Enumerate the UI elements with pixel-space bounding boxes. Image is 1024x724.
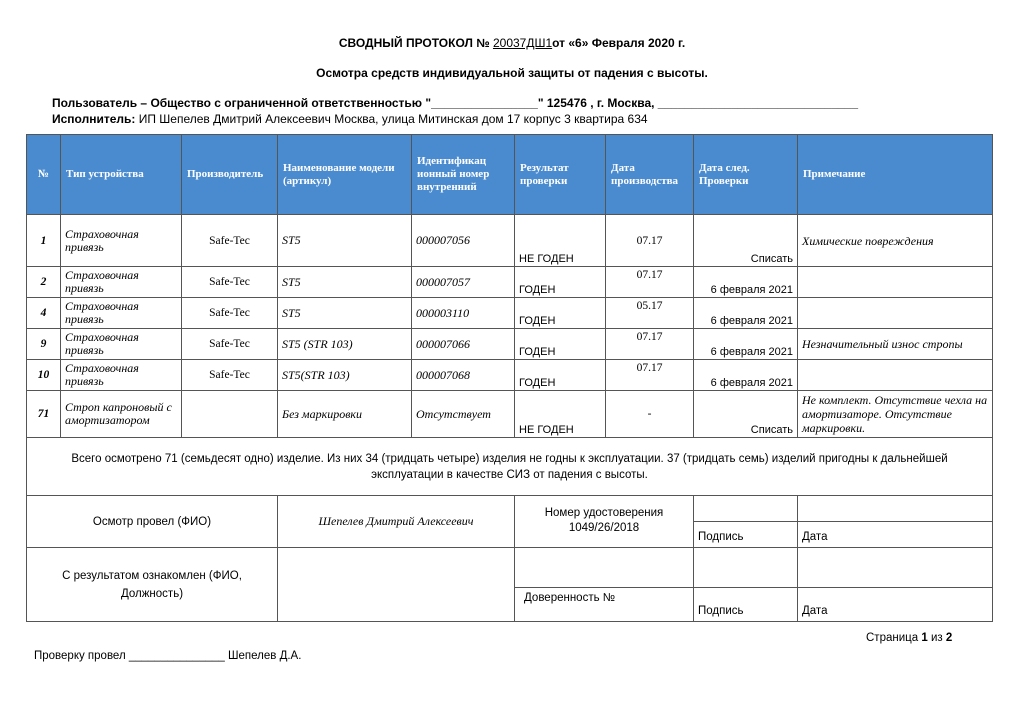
row-model: ST5 bbox=[278, 215, 412, 267]
row-ident: 000007056 bbox=[412, 215, 515, 267]
protocol-subtitle: Осмотра средств индивидуальной защиты от падения с высоты. bbox=[316, 66, 708, 80]
inspector-row bbox=[27, 496, 993, 522]
power-of-attorney-label: Доверенность № bbox=[515, 588, 694, 622]
row-manufacturer: Safe-Tec bbox=[182, 215, 278, 267]
table-row bbox=[27, 360, 993, 391]
row-result: ГОДЕН bbox=[515, 360, 606, 391]
executor-line bbox=[52, 112, 648, 126]
acquainted-date-empty bbox=[798, 548, 993, 588]
page-number bbox=[866, 632, 952, 644]
row-model: Без маркировки bbox=[278, 391, 412, 438]
inspection-table bbox=[26, 134, 993, 622]
row-type: Страховочная привязь bbox=[61, 298, 182, 329]
row-num: 4 bbox=[27, 298, 61, 329]
page-current: 1 bbox=[921, 632, 928, 644]
row-ident: 000007057 bbox=[412, 267, 515, 298]
row-note: Не комплект. Отсутствие чехла на амортизаторе. Отсутствие маркировки. bbox=[798, 391, 993, 438]
row-next-date: 6 февраля 2021 bbox=[694, 298, 798, 329]
header-type: Тип устройства bbox=[61, 135, 182, 215]
executor-value: ИП Шепелев Дмитрий Алексеевич Москва, улица Митинская дом 17 корпус 3 квартира 634 bbox=[138, 112, 648, 126]
checked-by-line: Проверку провел _______________ Шепелев Д.А. bbox=[34, 650, 302, 662]
cert-number: 1049/26/2018 bbox=[568, 522, 640, 534]
row-note bbox=[798, 267, 993, 298]
row-model: ST5(STR 103) bbox=[278, 360, 412, 391]
row-num: 1 bbox=[27, 215, 61, 267]
table-header-row bbox=[27, 135, 993, 215]
acquainted-row bbox=[27, 548, 993, 588]
header-model: Наименование модели (артикул) bbox=[278, 135, 412, 215]
row-type: Страховочная привязь bbox=[61, 360, 182, 391]
row-note bbox=[798, 298, 993, 329]
row-manufacturer: Safe-Tec bbox=[182, 298, 278, 329]
acquainted-name-cell bbox=[278, 548, 515, 622]
row-next-date: 6 февраля 2021 bbox=[694, 329, 798, 360]
header-next-date: Дата след. Проверки bbox=[694, 135, 798, 215]
date-label: Дата bbox=[798, 522, 993, 548]
signature-empty-cell bbox=[694, 496, 798, 522]
signature-label: Подпись bbox=[694, 522, 798, 548]
page-prefix: Страница bbox=[866, 632, 919, 644]
row-prod-date: 07.17 bbox=[606, 267, 694, 298]
cert-cell bbox=[515, 496, 694, 548]
summary-text: Всего осмотрено 71 (семьдесят одно) изделие. Из них 34 (тридцать четыре) изделия не годны к эксплуатации. 37 (тридцать семь) изделий пригодны к дальнейшей эксплуатации в качестве СИЗ от падения с высоты. bbox=[27, 438, 993, 496]
title-suffix: от «6» Февраля 2020 г. bbox=[552, 36, 686, 50]
row-model: ST5 (STR 103) bbox=[278, 329, 412, 360]
page-total: 2 bbox=[945, 632, 953, 644]
row-prod-date: 07.17 bbox=[606, 360, 694, 391]
row-result: НЕ ГОДЕН bbox=[515, 391, 606, 438]
row-note: Незначительный износ стропы bbox=[798, 329, 993, 360]
row-note: Химические повреждения bbox=[798, 215, 993, 267]
protocol-number: 20037ДШ1 bbox=[492, 36, 553, 50]
row-ident: Отсутствует bbox=[412, 391, 515, 438]
header-note: Примечание bbox=[798, 135, 993, 215]
row-ident: 000007068 bbox=[412, 360, 515, 391]
table-row bbox=[27, 215, 993, 267]
table-row bbox=[27, 329, 993, 360]
header-manufacturer: Производитель bbox=[182, 135, 278, 215]
row-next-date: 6 февраля 2021 bbox=[694, 267, 798, 298]
header-ident: Идентификац ионный номер внутренний bbox=[412, 135, 515, 215]
row-prod-date: 07.17 bbox=[606, 329, 694, 360]
date-empty-cell bbox=[798, 496, 993, 522]
row-num: 71 bbox=[27, 391, 61, 438]
header-prod-date: Дата производства bbox=[606, 135, 694, 215]
row-manufacturer: Safe-Tec bbox=[182, 267, 278, 298]
page-of: из bbox=[930, 632, 943, 644]
inspector-name: Шепелев Дмитрий Алексеевич bbox=[278, 496, 515, 548]
row-manufacturer: Safe-Tec bbox=[182, 360, 278, 391]
acquainted-date-label: Дата bbox=[798, 588, 993, 622]
row-type: Строп капроновый с амортизатором bbox=[61, 391, 182, 438]
row-result: ГОДЕН bbox=[515, 298, 606, 329]
user-line: Пользователь – Общество с ограниченной ответственностью "________________" 125476 , г. Москва, ______________________________ bbox=[52, 96, 859, 110]
summary-row bbox=[27, 438, 993, 496]
row-prod-date: 05.17 bbox=[606, 298, 694, 329]
cert-label: Номер удостоверения bbox=[544, 507, 664, 519]
acquainted-empty-cell bbox=[515, 548, 694, 588]
title-prefix: СВОДНЫЙ ПРОТОКОЛ № bbox=[338, 36, 490, 50]
header-result: Результат проверки bbox=[515, 135, 606, 215]
row-manufacturer bbox=[182, 391, 278, 438]
acquainted-sign-empty bbox=[694, 548, 798, 588]
row-type: Страховочная привязь bbox=[61, 329, 182, 360]
row-num: 2 bbox=[27, 267, 61, 298]
row-next-date: 6 февраля 2021 bbox=[694, 360, 798, 391]
row-prod-date: - bbox=[606, 391, 694, 438]
row-ident: 000003110 bbox=[412, 298, 515, 329]
row-note bbox=[798, 360, 993, 391]
row-manufacturer: Safe-Tec bbox=[182, 329, 278, 360]
acquainted-signature-label: Подпись bbox=[694, 588, 798, 622]
row-ident: 000007066 bbox=[412, 329, 515, 360]
table-row bbox=[27, 391, 993, 438]
header-num: № bbox=[27, 135, 61, 215]
executor-label: Исполнитель: bbox=[52, 112, 136, 126]
row-model: ST5 bbox=[278, 298, 412, 329]
row-type: Страховочная привязь bbox=[61, 215, 182, 267]
row-result: ГОДЕН bbox=[515, 267, 606, 298]
protocol-title bbox=[0, 36, 1024, 50]
acquainted-label: С результатом ознакомлен (ФИО, Должность) bbox=[27, 548, 278, 622]
inspector-label: Осмотр провел (ФИО) bbox=[27, 496, 278, 548]
row-type: Страховочная привязь bbox=[61, 267, 182, 298]
row-num: 10 bbox=[27, 360, 61, 391]
row-next-date: Списать bbox=[694, 215, 798, 267]
row-next-date: Списать bbox=[694, 391, 798, 438]
row-num: 9 bbox=[27, 329, 61, 360]
table-row bbox=[27, 298, 993, 329]
row-result: ГОДЕН bbox=[515, 329, 606, 360]
table-row bbox=[27, 267, 993, 298]
row-result: НЕ ГОДЕН bbox=[515, 215, 606, 267]
row-model: ST5 bbox=[278, 267, 412, 298]
row-prod-date: 07.17 bbox=[606, 215, 694, 267]
